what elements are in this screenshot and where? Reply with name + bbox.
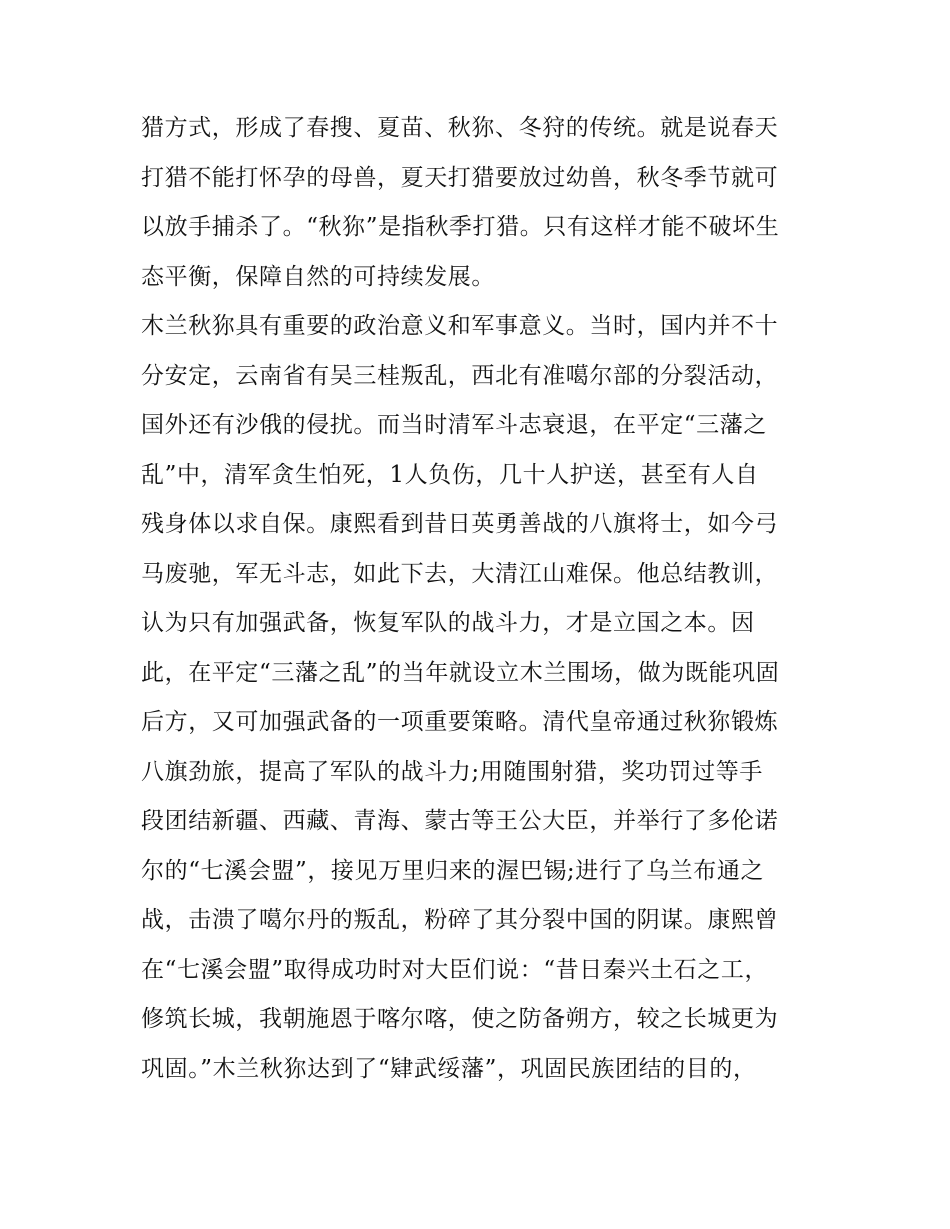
- text-line: 段团结新疆、西藏、青海、蒙古等王公大臣，并举行了多伦诺: [141, 808, 779, 834]
- text-line: 分安定，云南省有吴三桂叛乱，西北有准噶尔部的分裂活动，: [141, 362, 779, 389]
- text-line: 后方，又可加强武备的一项重要策略。清代皇帝通过秋狝锻炼: [141, 709, 779, 735]
- text-line: 马废驰，军无斗志，如此下去，大清江山难保。他总结教训，: [141, 560, 779, 587]
- text-line: 猎方式，形成了春搜、夏苗、秋狝、冬狩的传统。就是说春天: [141, 115, 779, 141]
- text-line: 在“七溪会盟”取得成功时对大臣们说：“昔日秦兴土石之工，: [141, 956, 769, 983]
- body-text: [141, 104, 821, 1094]
- text-line: 巩固。”木兰秋狝达到了“肄武绥藩”，巩固民族团结的目的，: [141, 1055, 757, 1082]
- text-line: 态平衡，保障自然的可持续发展。: [141, 263, 495, 290]
- text-line: 打猎不能打怀孕的母兽，夏天打猎要放过幼兽，秋冬季节就可: [141, 164, 779, 191]
- text-line: 此，在平定“三藩之乱”的当年就设立木兰围场，做为既能巩固: [141, 659, 780, 686]
- text-line: 修筑长城，我朝施恩于喀尔喀，使之防备朔方，较之长城更为: [141, 1006, 779, 1032]
- text-line: 以放手捕杀了。“秋狝”是指秋季打猎。只有这样才能不破坏生: [141, 214, 780, 240]
- text-line: 乱”中，清军贪生怕死，1人负伤，几十人护送，甚至有人自: [141, 461, 759, 488]
- text-line: 国外还有沙俄的侵扰。而当时清军斗志衰退，在平定“三藩之: [141, 412, 767, 438]
- text-line: 残身体以求自保。康熙看到昔日英勇善战的八旗将士，如今弓: [141, 511, 779, 537]
- text-line: 八旗劲旅，提高了军队的战斗力;用随围射猎，奖功罚过等手: [141, 758, 763, 785]
- text-line: 认为只有加强武备，恢复军队的战斗力，才是立国之本。因: [141, 610, 755, 636]
- text-line: 木兰秋狝具有重要的政治意义和军事意义。当时，国内并不十: [141, 313, 779, 339]
- text-line: 尔的“七溪会盟”，接见万里归来的渥巴锡;进行了乌兰布通之: [141, 857, 765, 884]
- text-line: 战，击溃了噶尔丹的叛乱，粉碎了其分裂中国的阴谋。康熙曾: [141, 907, 779, 933]
